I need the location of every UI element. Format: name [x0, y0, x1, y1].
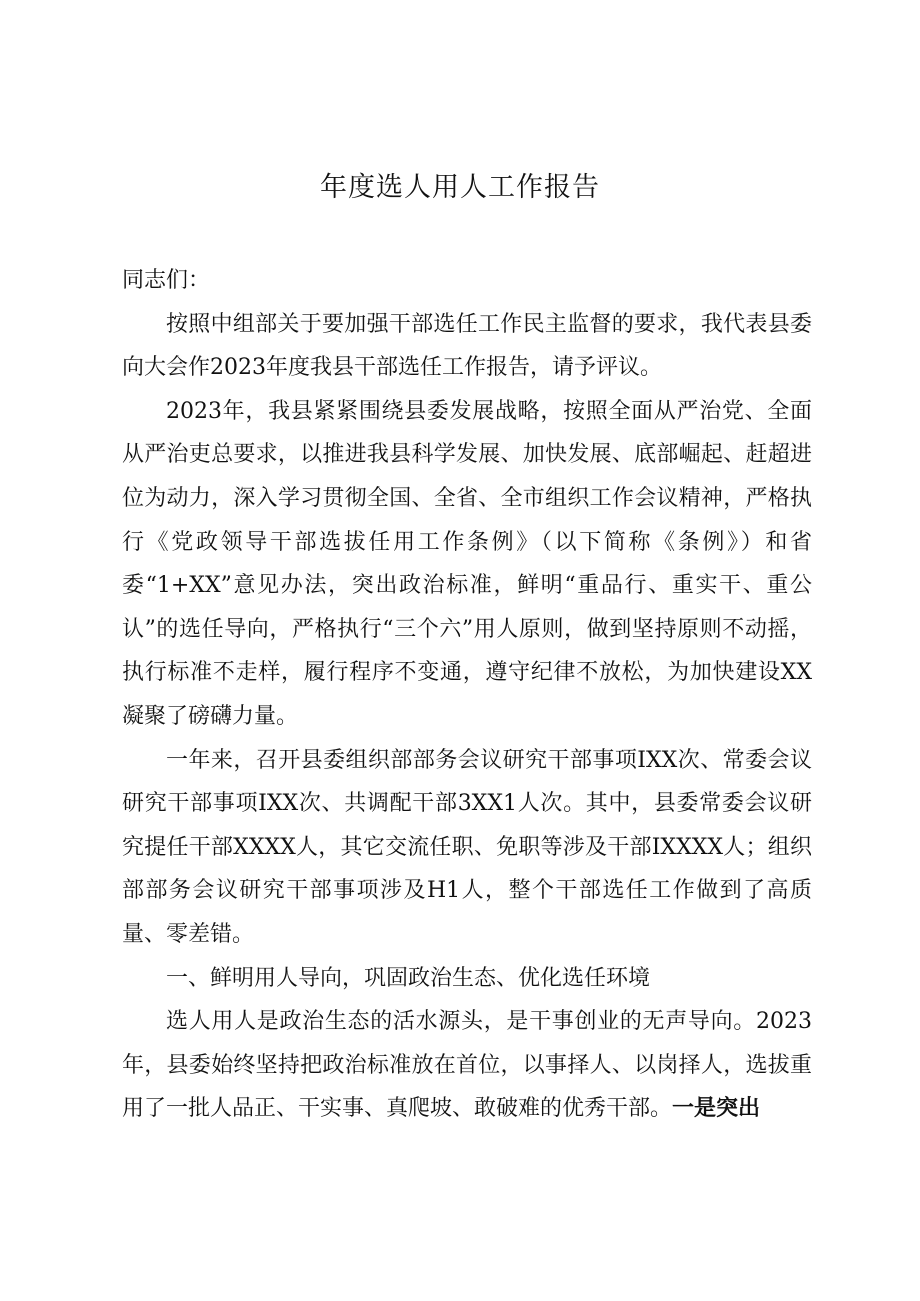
document-title: 年度选人用人工作报告 — [320, 172, 600, 203]
paragraph-overview: 2023年，我县紧紧围绕县委发展战略，按照全面从严治党、全面从严治吏总要求，以推进我县科学发展、加快发展、底部崛起、赶超进位为动力，深入学习贯彻全国、全省、全市组织工作会议精神，严格执行《党政领导干部选拔任用工作条例》（以下简称《条例》）和省委“1+XX”意见办法，突出政治标准，鲜明“重品行、重实干、重公认”的选任导向，严格执行“三个六”用人原则，做到坚持原则不动摇，执行标准不走样，履行程序不变通，遵守纪律不放松，为加快建设XX凝聚了磅礴力量。 — [122, 398, 812, 729]
section-paragraph — [122, 1000, 812, 1131]
document-body — [122, 259, 812, 1131]
salutation: 同志们： — [122, 268, 211, 293]
paragraph-statistics: 一年来，召开县委组织部部务会议研究干部事项IXX次、常委会议研究干部事项IXX次、共调配干部3XX1人次。其中，县委常委会议研究提任干部XXXX人，其它交流任职、免职等涉及干部IXXXX人；组织部部务会议研究干部事项涉及H1人，整个干部选任工作做到了高质量、零差错。 — [122, 747, 812, 947]
section-paragraph-text: 选人用人是政治生态的活水源头，是干事创业的无声导向。2023年，县委始终坚持把政治标准放在首位，以事择人、以岗择人，选拔重用了一批人品正、干实事、真爬坡、敢破难的优秀干部。 — [122, 1009, 812, 1122]
paragraph-intro: 按照中组部关于要加强干部选任工作民主监督的要求，我代表县委向大会作2023年度我县干部选任工作报告，请予评议。 — [122, 311, 812, 381]
section-paragraph-bold-lead: 一是突出 — [672, 1096, 761, 1122]
section-heading: 一、鲜明用人导向，巩固政治生态、优化选任环境 — [166, 965, 651, 991]
